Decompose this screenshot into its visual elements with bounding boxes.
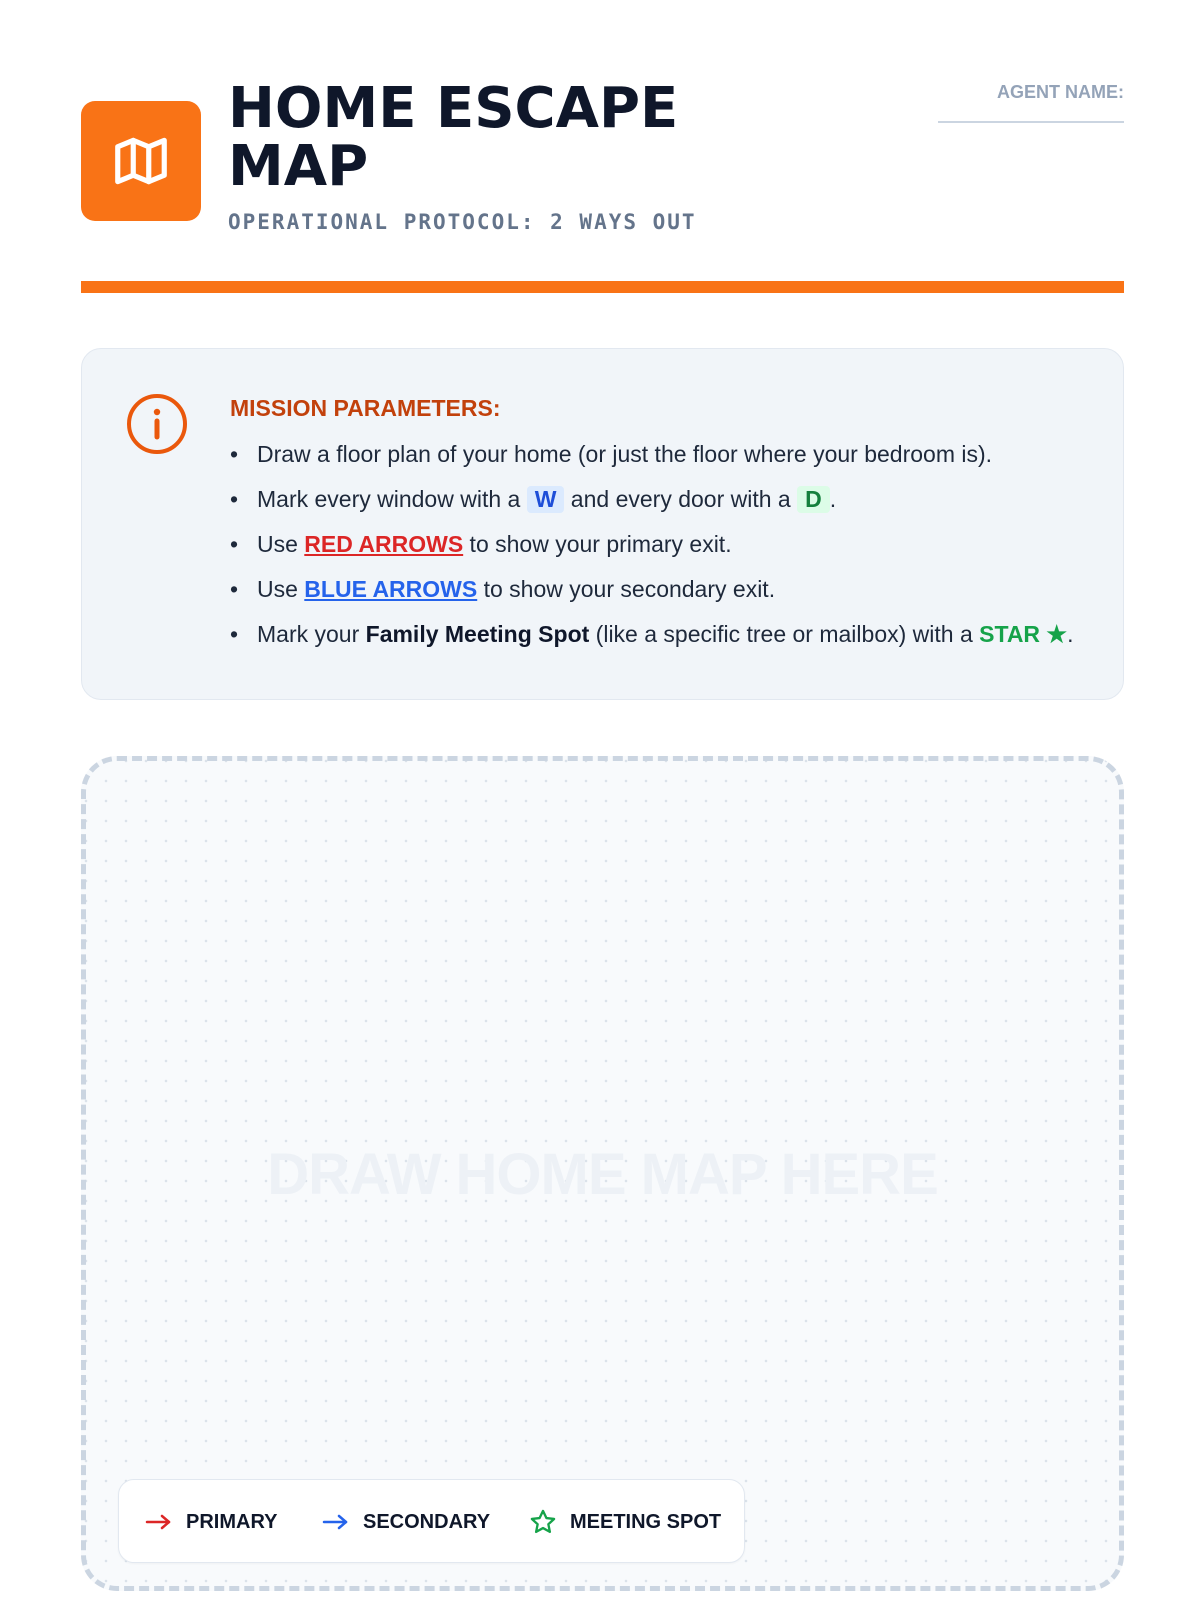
window-tag: W — [527, 486, 565, 513]
header-divider — [81, 281, 1124, 293]
legend-secondary — [322, 1508, 490, 1536]
agent-name-line[interactable] — [938, 121, 1124, 123]
star-outline-icon — [529, 1508, 557, 1536]
item-text: and every door with a — [564, 486, 798, 512]
red-arrow-icon — [145, 1514, 173, 1530]
item-text: Mark your — [257, 621, 366, 647]
list-item — [230, 531, 1073, 576]
legend-meeting-label: MEETING SPOT — [570, 1510, 722, 1533]
mission-title: MISSION PARAMETERS: — [230, 395, 501, 421]
legend-primary — [145, 1508, 277, 1536]
page-title: HOME ESCAPE MAP — [228, 76, 679, 199]
blue-arrows-text: BLUE ARROWS — [304, 576, 478, 602]
item-text: Use — [257, 576, 305, 602]
door-tag: D — [797, 486, 830, 513]
legend-secondary-label: SECONDARY — [363, 1510, 491, 1533]
item-text: . — [1067, 621, 1074, 647]
legend-meeting-spot — [529, 1508, 721, 1536]
item-text: . — [829, 486, 837, 512]
star-text: STAR — [979, 621, 1041, 647]
list-item — [230, 486, 1073, 531]
agent-name-label: AGENT NAME: — [997, 82, 1124, 102]
item-text: to show your secondary exit. — [477, 576, 776, 602]
item-text: to show your primary exit. — [463, 531, 732, 557]
map-icon — [110, 130, 172, 192]
item-text: Mark every window with a — [257, 486, 527, 512]
mission-list — [230, 441, 1073, 666]
list-item — [230, 441, 1073, 486]
legend-primary-label: PRIMARY — [186, 1510, 278, 1533]
draw-hint: DRAW HOME MAP HERE — [267, 1142, 938, 1207]
mission-panel — [81, 348, 1124, 700]
meeting-spot-text: Family Meeting Spot — [365, 621, 590, 647]
info-icon — [126, 393, 188, 455]
agent-name-field — [938, 82, 1124, 123]
list-item — [230, 621, 1073, 666]
map-drawing-area[interactable] — [81, 756, 1124, 1591]
item-text: (like a specific tree or mailbox) with a — [589, 621, 980, 647]
item-text: Use — [257, 531, 305, 557]
red-arrows-text: RED ARROWS — [304, 531, 464, 557]
star-icon: ★ — [1040, 621, 1068, 647]
list-item — [230, 576, 1073, 621]
legend — [118, 1479, 745, 1563]
blue-arrow-icon — [322, 1514, 350, 1530]
item-text: Draw a floor plan of your home (or just the floor where your bedroom is). — [257, 441, 993, 467]
logo-badge — [81, 101, 201, 221]
header — [81, 76, 1124, 240]
page-subtitle: OPERATIONAL PROTOCOL: 2 WAYS OUT — [228, 210, 697, 234]
